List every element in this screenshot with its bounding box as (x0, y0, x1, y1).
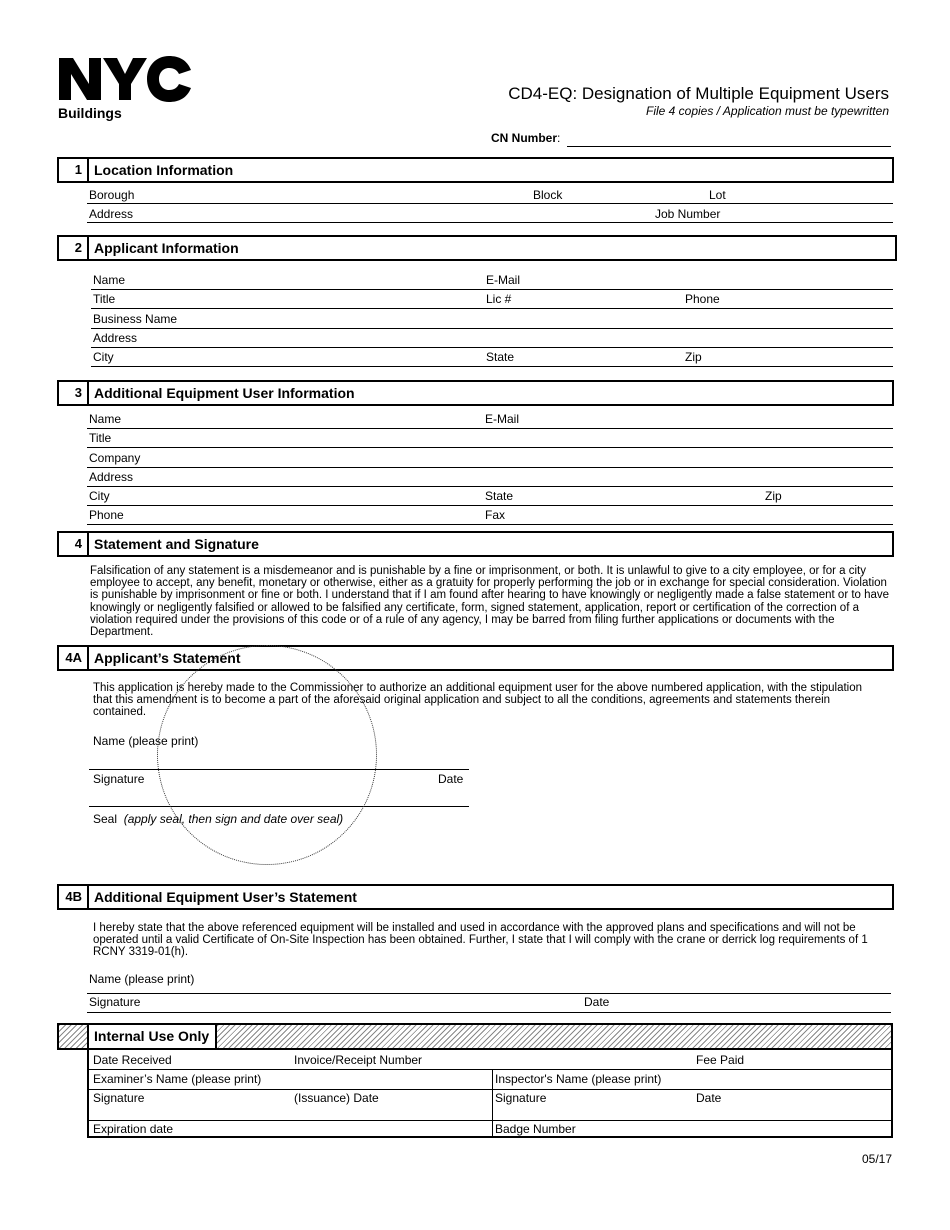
zip-label: Zip (685, 350, 702, 364)
applicant-statement: This application is hereby made to the Commissioner to authorize an additional equipment user for the above numbered application, with the stipulation that this amendment is to become a part of the aforesaid original application and subject to all the conditions, agreements and statements therein contained. (93, 682, 863, 719)
applicant-row-3[interactable] (91, 310, 893, 329)
name-print-label: Name (please print) (93, 734, 199, 748)
internal-use-title: Internal Use Only (87, 1023, 217, 1050)
section-title: Location Information (94, 162, 234, 178)
lic-label: Lic # (486, 292, 512, 306)
internal-use-box (87, 1050, 893, 1138)
issuance-date-label: (Issuance) Date (294, 1091, 379, 1105)
state-label: State (485, 489, 514, 503)
form-version: 05/17 (862, 1152, 893, 1166)
section-title: Additional Equipment User’s Statement (94, 889, 357, 905)
equipment-user-row-3[interactable] (87, 449, 893, 468)
form-title: CD4-EQ: Designation of Multiple Equipment Users (508, 84, 889, 103)
section-title: Applicant’s Statement (94, 650, 241, 666)
equipment-user-row-5[interactable] (87, 487, 893, 506)
name-label: Name (93, 273, 126, 287)
section-number: 2 (59, 237, 89, 259)
lot-label: Lot (709, 188, 726, 202)
expiration-date-label: Expiration date (93, 1122, 174, 1136)
address-label: Address (89, 207, 134, 221)
inspector-name-label: Inspector's Name (please print) (495, 1072, 662, 1086)
cn-number-label: CN Number: (491, 131, 561, 145)
block-label: Block (533, 188, 563, 202)
name-field-line[interactable] (87, 993, 891, 994)
badge-number-label: Badge Number (495, 1122, 576, 1136)
email-label: E-Mail (485, 412, 520, 426)
name-print-label: Name (please print) (89, 972, 195, 986)
signature-field-line[interactable] (87, 1012, 891, 1013)
borough-label: Borough (89, 188, 135, 202)
equipment-user-row-2[interactable] (87, 429, 893, 448)
equipment-user-row-6[interactable] (87, 506, 893, 525)
title-label: Title (93, 292, 116, 306)
section-4-header (57, 531, 894, 557)
equipment-user-row-1[interactable] (87, 410, 893, 429)
fee-paid-label: Fee Paid (696, 1053, 745, 1067)
section-1-header (57, 157, 894, 183)
city-label: City (93, 350, 114, 364)
section-title: Statement and Signature (94, 536, 259, 552)
signature-label: Signature (495, 1091, 547, 1105)
state-label: State (486, 350, 515, 364)
title-label: Title (89, 431, 112, 445)
section-number: 4 (59, 533, 89, 555)
business-name-label: Business Name (93, 312, 178, 326)
company-label: Company (89, 451, 141, 465)
section-number: 4B (59, 886, 89, 908)
divider (87, 1069, 893, 1070)
address-label: Address (89, 470, 134, 484)
zip-label: Zip (765, 489, 782, 503)
date-label: Date (696, 1091, 722, 1105)
falsification-statement: Falsification of any statement is a misdemeanor and is punishable by a fine or imprisonment, or both. It is unlawful to give to a city employee, or for a city employee to accept, any benefit, monetary or otherwise, either as a gratuity for properly performing the job or in exchange for special consideration. Violation is punishable by imprisonment or fine or both. I understand that if I am found after hearing to have knowingly or negligently made a false statement or to have knowingly or negligently falsified or allowed to be falsified any certificate, form, signed statement, application, report or certification of the correction of a violation required under the provisions of this code or of a rule of any agency, I may be barred from filing further applications or documents with the Department. (90, 565, 890, 639)
signature-label: Signature (89, 995, 141, 1009)
equipment-user-statement: I hereby state that the above referenced equipment will be installed and used in accordance with the approved plans and specifications and will not be operated until a valid Certificate of On-Site Inspection has been obtained. Further, I state that I will comply with the crane or derrick log requirements of 1 RCNY 3319-01(h). (93, 922, 868, 959)
section-title: Additional Equipment User Information (94, 385, 355, 401)
section-number: 3 (59, 382, 89, 404)
section-3-header (57, 380, 894, 406)
seal-circle[interactable] (157, 645, 377, 865)
section-title: Applicant Information (94, 240, 239, 256)
logo-subtitle: Buildings (58, 105, 122, 121)
applicant-row-5[interactable] (91, 348, 893, 367)
address-label: Address (93, 331, 138, 345)
date-label: Date (584, 995, 610, 1009)
email-label: E-Mail (486, 273, 521, 287)
equipment-user-row-4[interactable] (87, 468, 893, 487)
applicant-row-1[interactable] (91, 271, 893, 290)
cn-number-field[interactable] (567, 146, 891, 147)
divider (87, 1120, 893, 1121)
fax-label: Fax (485, 508, 506, 522)
signature-label: Signature (93, 772, 145, 786)
section-number: 1 (59, 159, 89, 181)
section-4a-header (57, 645, 894, 671)
phone-label: Phone (89, 508, 124, 522)
date-label: Date (438, 772, 464, 786)
date-received-label: Date Received (93, 1053, 172, 1067)
job-number-label: Job Number (655, 207, 721, 221)
section-4b-header (57, 884, 894, 910)
examiner-name-label: Examiner’s Name (please print) (93, 1072, 262, 1086)
nyc-logo (57, 54, 193, 106)
divider (492, 1070, 493, 1137)
divider (87, 1089, 893, 1090)
invoice-label: Invoice/Receipt Number (294, 1053, 423, 1067)
location-row-1[interactable] (87, 185, 893, 204)
signature-label: Signature (93, 1091, 145, 1105)
applicant-row-2[interactable] (91, 290, 893, 309)
section-2-header (57, 235, 897, 261)
section-number: 4A (59, 647, 89, 669)
city-label: City (89, 489, 110, 503)
form-subtitle: File 4 copies / Application must be typewritten (645, 104, 889, 118)
phone-label: Phone (685, 292, 720, 306)
applicant-row-4[interactable] (91, 329, 893, 348)
name-label: Name (89, 412, 122, 426)
location-row-2[interactable] (87, 204, 893, 223)
seal-label: Seal (apply seal, then sign and date over seal) (93, 812, 344, 826)
